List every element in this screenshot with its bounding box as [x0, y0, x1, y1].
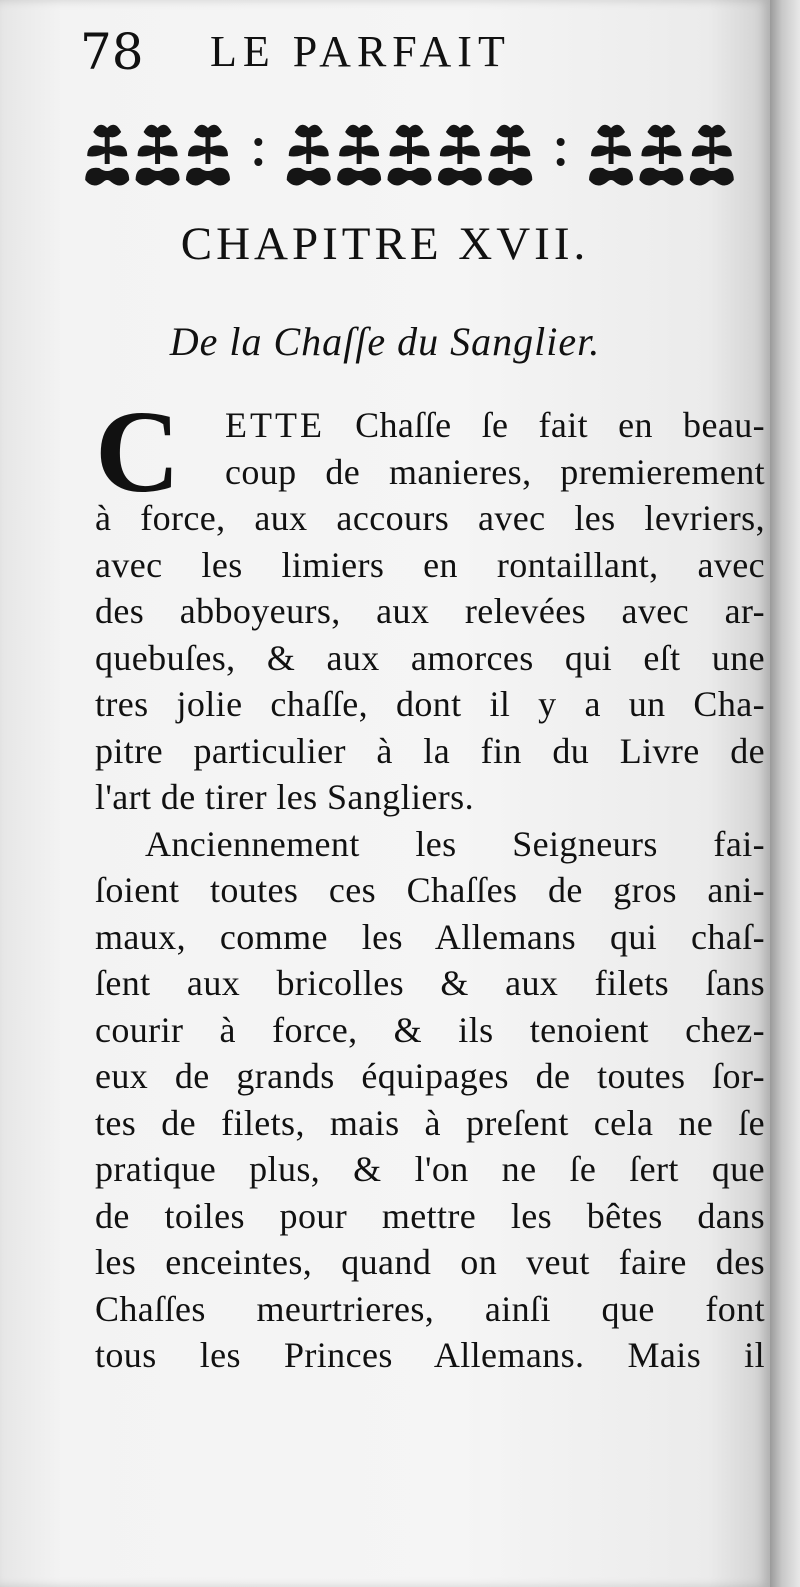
- text-line: tres jolie chaſſe, dont il y a un Cha-: [95, 684, 765, 724]
- text-line: Anciennement les Seigneurs fai-: [145, 823, 765, 864]
- chapter-title: CHAPITRE XVII.: [180, 218, 590, 270]
- text-line: de toiles pour mettre les bêtes dans: [95, 1195, 765, 1236]
- text-line: [95, 402, 765, 449]
- text-line: des abboyeurs, aux relevées avec ar-: [95, 591, 765, 631]
- text-line: à force, aux accours avec les levriers,: [95, 498, 765, 538]
- text-line-content: Chaſſe ſe fait en beau-: [355, 405, 765, 445]
- drop-cap: C: [95, 386, 181, 517]
- page-header: [80, 22, 760, 82]
- text-line: tes de filets, mais à preſent cela ne ſe: [95, 1102, 765, 1143]
- text-line: les enceintes, quand on veut faire des: [95, 1242, 765, 1282]
- first-word-rest: ETTE: [225, 405, 325, 445]
- text-line: Chaſſes meurtrieres, ainſi que font: [95, 1288, 765, 1329]
- text-line: tous les Princes Allemans. Mais il: [95, 1335, 765, 1375]
- text-line: ſoient toutes ces Chaſſes de gros ani-: [95, 870, 765, 910]
- page-number: 78: [80, 23, 144, 81]
- text-line: coup de manieres, premierement: [225, 451, 765, 492]
- text-line: eux de grands équipages de toutes ſor-: [95, 1056, 765, 1096]
- text-line: courir à force, & ils tenoient chez-: [95, 1009, 765, 1050]
- chapter-subtitle: De la Chaſſe du Sanglier.: [169, 319, 601, 364]
- text-line: avec les limiers en rontaillant, avec: [95, 544, 765, 585]
- running-head: LE PARFAIT: [210, 27, 511, 76]
- text-line: quebuſes, & aux amorces qui eſt une: [95, 637, 765, 678]
- fleuron-band-ornament: [82, 118, 737, 196]
- text-line: ſent aux bricolles & aux filets ſans: [95, 963, 765, 1003]
- text-line: l'art de tirer les Sangliers.: [95, 777, 474, 817]
- text-line: maux, comme les Allemans qui chaſ-: [95, 916, 765, 957]
- text-line: pratique plus, & l'on ne ſe ſert que: [95, 1149, 765, 1189]
- text-line: pitre particulier à la fin du Livre de: [95, 730, 765, 771]
- page-edge: [770, 0, 800, 1587]
- body-text: [95, 386, 765, 1379]
